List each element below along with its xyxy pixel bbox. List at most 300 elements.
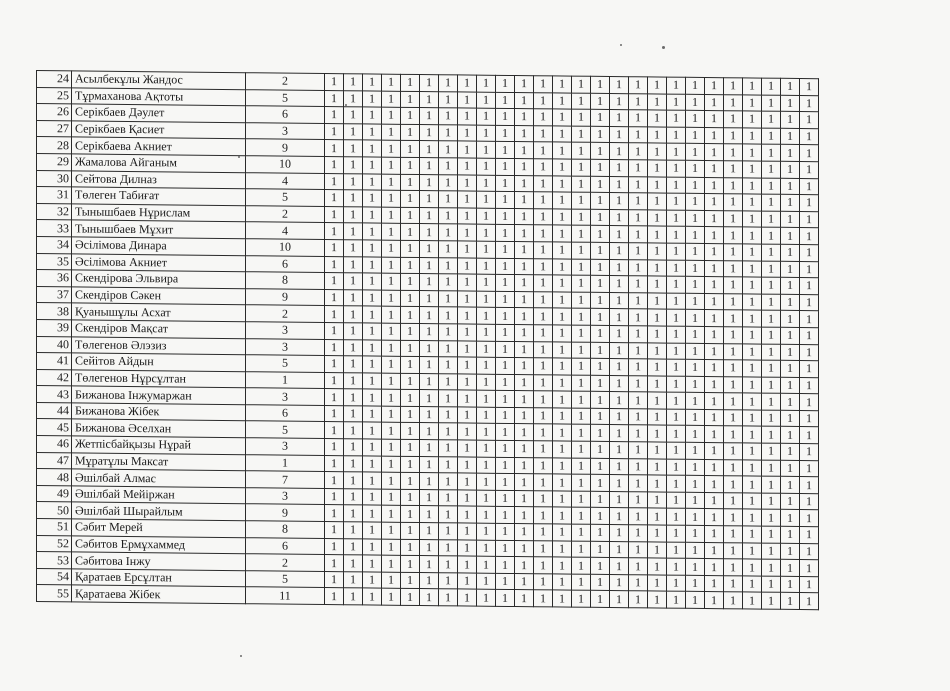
mark-cell: 1 [401,556,420,573]
mark-cell: 1 [401,91,420,108]
mark-cell: 1 [781,294,800,311]
mark-cell: 1 [705,476,724,493]
mark-cell: 1 [610,375,629,392]
mark-cell: 1 [572,242,591,259]
mark-cell: 1 [382,340,401,357]
mark-cell: 1 [781,510,800,527]
mark-cell: 1 [344,124,363,141]
mark-cell: 1 [477,573,496,590]
mark-cell: 1 [591,375,610,392]
mark-cell: 1 [496,291,515,308]
grade-cell: 3 [246,388,325,405]
mark-cell: 1 [458,523,477,540]
mark-cell: 1 [743,310,762,327]
mark-cell: 1 [458,573,477,590]
mark-cell: 1 [534,424,553,441]
mark-cell: 1 [629,359,648,376]
mark-cell: 1 [705,293,724,310]
mark-cell: 1 [496,474,515,491]
mark-cell: 1 [610,525,629,542]
student-name: Мұратұлы Максат [72,453,246,471]
mark-cell: 1 [496,225,515,242]
mark-cell: 1 [781,178,800,195]
mark-cell: 1 [496,324,515,341]
mark-cell: 1 [401,406,420,423]
mark-cell: 1 [724,393,743,410]
mark-cell: 1 [420,274,439,291]
mark-cell: 1 [724,410,743,427]
mark-cell: 1 [629,575,648,592]
mark-cell: 1 [420,556,439,573]
mark-cell: 1 [667,542,686,559]
mark-cell: 1 [724,78,743,95]
mark-cell: 1 [496,191,515,208]
mark-cell: 1 [496,258,515,275]
mark-cell: 1 [325,389,344,406]
mark-cell: 1 [705,111,724,128]
mark-cell: 1 [705,559,724,576]
mark-cell: 1 [724,476,743,493]
mark-cell: 1 [724,526,743,543]
mark-cell: 1 [515,175,534,192]
grade-cell: 9 [246,504,325,521]
mark-cell: 1 [762,393,781,410]
mark-cell: 1 [610,93,629,110]
mark-cell: 1 [534,358,553,375]
mark-cell: 1 [610,359,629,376]
mark-cell: 1 [781,128,800,145]
mark-cell: 1 [458,75,477,92]
mark-cell: 1 [591,159,610,176]
mark-cell: 1 [458,307,477,324]
row-number: 31 [37,187,72,204]
mark-cell: 1 [762,377,781,394]
mark-cell: 1 [363,522,382,539]
mark-cell: 1 [667,293,686,310]
grade-cell: 2 [246,205,325,222]
mark-cell: 1 [496,92,515,109]
mark-cell: 1 [344,206,363,223]
mark-cell: 1 [534,208,553,225]
mark-cell: 1 [401,290,420,307]
mark-cell: 1 [743,426,762,443]
mark-cell: 1 [363,472,382,489]
mark-cell: 1 [591,342,610,359]
mark-cell: 1 [401,439,420,456]
mark-cell: 1 [610,226,629,243]
mark-cell: 1 [477,374,496,391]
mark-cell: 1 [743,393,762,410]
mark-cell: 1 [325,555,344,572]
mark-cell: 1 [534,574,553,591]
mark-cell: 1 [762,576,781,593]
mark-cell: 1 [629,309,648,326]
mark-cell: 1 [515,573,534,590]
scan-speck [620,44,622,46]
student-name: Сәбит Мерей [72,519,246,537]
mark-cell: 1 [743,94,762,111]
mark-cell: 1 [344,273,363,290]
mark-cell: 1 [496,391,515,408]
mark-cell: 1 [515,457,534,474]
mark-cell: 1 [686,243,705,260]
mark-cell: 1 [629,77,648,94]
mark-cell: 1 [382,456,401,473]
mark-cell: 1 [439,324,458,341]
mark-cell: 1 [439,390,458,407]
mark-cell: 1 [724,94,743,111]
mark-cell: 1 [420,257,439,274]
mark-cell: 1 [724,194,743,211]
mark-cell: 1 [629,143,648,160]
row-number: 26 [37,104,72,121]
mark-cell: 1 [534,408,553,425]
mark-cell: 1 [325,372,344,389]
mark-cell: 1 [515,158,534,175]
mark-cell: 1 [705,243,724,260]
mark-cell: 1 [439,141,458,158]
mark-cell: 1 [477,208,496,225]
mark-cell: 1 [553,541,572,558]
mark-cell: 1 [743,177,762,194]
mark-cell: 1 [781,410,800,427]
mark-cell: 1 [781,344,800,361]
mark-cell: 1 [591,242,610,259]
mark-cell: 1 [382,539,401,556]
mark-cell: 1 [344,339,363,356]
mark-cell: 1 [743,194,762,211]
mark-cell: 1 [363,256,382,273]
mark-cell: 1 [325,322,344,339]
student-name: Серікбаев Дәулет [72,104,246,122]
mark-cell: 1 [420,191,439,208]
mark-cell: 1 [781,261,800,278]
student-name: Тынышбаев Нұрислам [72,204,246,222]
student-name: Қуанышұлы Асхат [72,303,246,321]
mark-cell: 1 [401,207,420,224]
row-number: 42 [37,369,72,386]
mark-cell: 1 [762,360,781,377]
mark-cell: 1 [686,193,705,210]
student-name: Тұрмаханова Ақтоты [72,87,246,105]
mark-cell: 1 [439,456,458,473]
mark-cell: 1 [477,341,496,358]
mark-cell: 1 [686,393,705,410]
mark-cell: 1 [458,158,477,175]
mark-cell: 1 [572,557,591,574]
mark-cell: 1 [648,409,667,426]
mark-cell: 1 [572,441,591,458]
mark-cell: 1 [420,390,439,407]
mark-cell: 1 [743,277,762,294]
mark-cell: 1 [382,157,401,174]
mark-cell: 1 [553,341,572,358]
mark-cell: 1 [667,127,686,144]
mark-cell: 1 [458,457,477,474]
mark-cell: 1 [363,505,382,522]
row-number: 51 [37,519,72,536]
grade-cell: 8 [246,272,325,289]
mark-cell: 1 [363,323,382,340]
mark-cell: 1 [325,455,344,472]
mark-cell: 1 [686,525,705,542]
grade-cell: 5 [246,571,325,588]
mark-cell: 1 [572,358,591,375]
mark-cell: 1 [743,476,762,493]
mark-cell: 1 [667,210,686,227]
mark-cell: 1 [610,491,629,508]
mark-cell: 1 [553,358,572,375]
mark-cell: 1 [648,342,667,359]
mark-cell: 1 [648,459,667,476]
mark-cell: 1 [477,241,496,258]
mark-cell: 1 [724,426,743,443]
mark-cell: 1 [363,339,382,356]
mark-cell: 1 [553,175,572,192]
mark-cell: 1 [553,590,572,607]
mark-cell: 1 [705,326,724,343]
grade-cell: 4 [246,222,325,239]
mark-cell: 1 [572,458,591,475]
mark-cell: 1 [458,291,477,308]
mark-cell: 1 [591,126,610,143]
mark-cell: 1 [458,257,477,274]
mark-cell: 1 [382,489,401,506]
mark-cell: 1 [534,457,553,474]
mark-cell: 1 [667,525,686,542]
grade-cell: 10 [246,156,325,173]
mark-cell: 1 [629,209,648,226]
mark-cell: 1 [553,441,572,458]
mark-cell: 1 [439,506,458,523]
mark-cell: 1 [610,193,629,210]
mark-cell: 1 [477,490,496,507]
grade-cell: 3 [246,488,325,505]
mark-cell: 1 [496,440,515,457]
mark-cell: 1 [724,260,743,277]
mark-cell: 1 [705,227,724,244]
mark-cell: 1 [572,425,591,442]
mark-cell: 1 [401,240,420,257]
mark-cell: 1 [344,538,363,555]
mark-cell: 1 [686,227,705,244]
scan-speck [240,655,242,657]
mark-cell: 1 [401,340,420,357]
mark-cell: 1 [686,542,705,559]
mark-cell: 1 [553,491,572,508]
mark-cell: 1 [667,77,686,94]
mark-cell: 1 [401,74,420,91]
mark-cell: 1 [648,210,667,227]
mark-cell: 1 [382,91,401,108]
mark-cell: 1 [686,492,705,509]
mark-cell: 1 [401,506,420,523]
mark-cell: 1 [800,178,819,195]
mark-cell: 1 [705,94,724,111]
mark-cell: 1 [762,410,781,427]
mark-cell: 1 [477,274,496,291]
mark-cell: 1 [648,259,667,276]
mark-cell: 1 [439,191,458,208]
mark-cell: 1 [762,78,781,95]
mark-cell: 1 [496,308,515,325]
mark-cell: 1 [629,508,648,525]
mark-cell: 1 [325,123,344,140]
grade-cell: 10 [246,239,325,256]
mark-cell: 1 [762,593,781,610]
mark-cell: 1 [382,190,401,207]
mark-cell: 1 [610,309,629,326]
attendance-table-body [37,71,819,610]
mark-cell: 1 [344,223,363,240]
mark-cell: 1 [553,308,572,325]
mark-cell: 1 [325,140,344,157]
mark-cell: 1 [610,209,629,226]
mark-cell: 1 [800,444,819,461]
mark-cell: 1 [610,442,629,459]
mark-cell: 1 [382,174,401,191]
mark-cell: 1 [496,357,515,374]
mark-cell: 1 [781,460,800,477]
mark-cell: 1 [344,389,363,406]
mark-cell: 1 [382,140,401,157]
mark-cell: 1 [553,258,572,275]
mark-cell: 1 [610,242,629,259]
mark-cell: 1 [553,375,572,392]
mark-cell: 1 [705,360,724,377]
mark-cell: 1 [667,260,686,277]
mark-cell: 1 [629,442,648,459]
mark-cell: 1 [439,91,458,108]
row-number: 47 [37,452,72,469]
row-number: 55 [37,585,72,602]
mark-cell: 1 [534,524,553,541]
mark-cell: 1 [743,377,762,394]
mark-cell: 1 [629,126,648,143]
mark-cell: 1 [648,143,667,160]
mark-cell: 1 [705,575,724,592]
mark-cell: 1 [743,493,762,510]
row-number: 46 [37,436,72,453]
grade-cell: 5 [246,89,325,106]
mark-cell: 1 [743,343,762,360]
mark-cell: 1 [724,161,743,178]
mark-cell: 1 [800,244,819,261]
mark-cell: 1 [534,258,553,275]
mark-cell: 1 [515,109,534,126]
mark-cell: 1 [800,95,819,112]
row-number: 32 [37,203,72,220]
mark-cell: 1 [686,144,705,161]
mark-cell: 1 [325,538,344,555]
mark-cell: 1 [705,194,724,211]
mark-cell: 1 [401,174,420,191]
mark-cell: 1 [591,574,610,591]
student-name: Асылбекұлы Жандос [72,71,246,89]
mark-cell: 1 [439,158,458,175]
mark-cell: 1 [325,206,344,223]
mark-cell: 1 [762,559,781,576]
mark-cell: 1 [439,174,458,191]
mark-cell: 1 [401,356,420,373]
mark-cell: 1 [439,257,458,274]
mark-cell: 1 [325,90,344,107]
mark-cell: 1 [344,107,363,124]
mark-cell: 1 [534,275,553,292]
mark-cell: 1 [667,492,686,509]
mark-cell: 1 [458,473,477,490]
mark-cell: 1 [686,110,705,127]
mark-cell: 1 [515,358,534,375]
mark-cell: 1 [439,423,458,440]
mark-cell: 1 [477,440,496,457]
mark-cell: 1 [648,226,667,243]
mark-cell: 1 [477,224,496,241]
mark-cell: 1 [610,558,629,575]
mark-cell: 1 [401,589,420,606]
mark-cell: 1 [572,259,591,276]
mark-cell: 1 [363,140,382,157]
mark-cell: 1 [800,576,819,593]
mark-cell: 1 [363,290,382,307]
mark-cell: 1 [496,490,515,507]
mark-cell: 1 [401,473,420,490]
mark-cell: 1 [458,108,477,125]
mark-cell: 1 [325,571,344,588]
mark-cell: 1 [610,458,629,475]
mark-cell: 1 [800,361,819,378]
mark-cell: 1 [420,340,439,357]
mark-cell: 1 [534,507,553,524]
mark-cell: 1 [420,506,439,523]
mark-cell: 1 [781,543,800,560]
mark-cell: 1 [477,540,496,557]
mark-cell: 1 [648,392,667,409]
mark-cell: 1 [648,442,667,459]
row-number: 30 [37,170,72,187]
mark-cell: 1 [496,274,515,291]
mark-cell: 1 [420,589,439,606]
mark-cell: 1 [401,224,420,241]
mark-cell: 1 [496,374,515,391]
mark-cell: 1 [762,194,781,211]
mark-cell: 1 [515,590,534,607]
mark-cell: 1 [705,443,724,460]
mark-cell: 1 [420,489,439,506]
grade-cell: 9 [246,139,325,156]
mark-cell: 1 [629,226,648,243]
mark-cell: 1 [363,439,382,456]
mark-cell: 1 [648,176,667,193]
mark-cell: 1 [534,540,553,557]
mark-cell: 1 [439,573,458,590]
mark-cell: 1 [325,190,344,207]
mark-cell: 1 [591,441,610,458]
grade-cell: 6 [246,405,325,422]
mark-cell: 1 [762,95,781,112]
mark-cell: 1 [629,243,648,260]
mark-cell: 1 [382,240,401,257]
mark-cell: 1 [363,157,382,174]
mark-cell: 1 [667,359,686,376]
mark-cell: 1 [629,160,648,177]
mark-cell: 1 [610,541,629,558]
mark-cell: 1 [610,276,629,293]
mark-cell: 1 [420,240,439,257]
mark-cell: 1 [667,110,686,127]
mark-cell: 1 [553,159,572,176]
mark-cell: 1 [572,209,591,226]
